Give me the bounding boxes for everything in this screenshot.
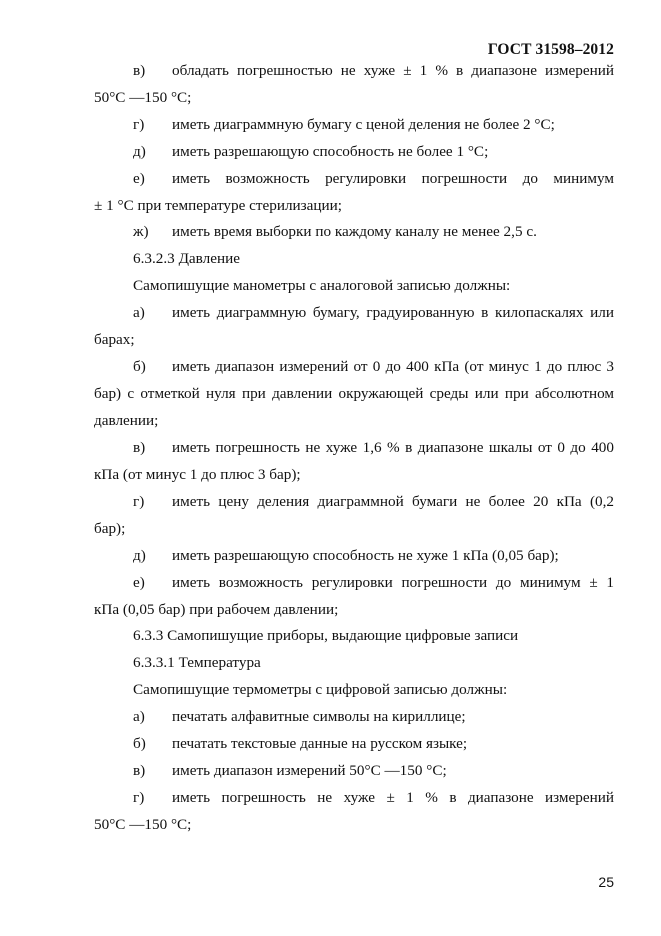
list-item-text: иметь возможность регулировки погрешности до минимум ± 1 — [172, 574, 614, 591]
list-item — [94, 115, 614, 135]
list-marker: б) — [133, 735, 146, 752]
list-item-text: иметь разрешающую способность не более 1 °C; — [172, 143, 489, 160]
list-marker: г) — [133, 789, 145, 806]
list-item-text: иметь диапазон измерений от 0 до 400 кПа (от минус 1 до плюс 3 — [172, 358, 614, 375]
list-item-text: иметь время выборки по каждому каналу не менее 2,5 с. — [172, 223, 537, 240]
paragraph: Самопишущие манометры с аналоговой записью должны: — [133, 277, 511, 294]
list-marker: в) — [133, 762, 146, 779]
list-marker: в) — [133, 439, 146, 456]
section-heading: 6.3.2.3 Давление — [133, 250, 240, 267]
list-marker: а) — [133, 304, 145, 321]
list-marker: г) — [133, 116, 145, 133]
list-marker: б) — [133, 358, 146, 375]
list-item-text: иметь разрешающую способность не хуже 1 кПа (0,05 бар); — [172, 547, 559, 564]
list-item — [94, 142, 614, 162]
list-item-text: иметь погрешность не хуже 1,6 % в диапазоне шкалы от 0 до 400 — [172, 439, 614, 456]
paragraph: Самопишущие термометры с цифровой записью должны: — [133, 681, 508, 698]
list-item — [94, 492, 614, 512]
list-item-continuation: 50°C —150 °C; — [94, 89, 192, 106]
list-item-continuation: барах; — [94, 331, 135, 348]
list-item-text: иметь возможность регулировки погрешности до минимум — [172, 170, 614, 187]
list-item-text: иметь цену деления диаграммной бумаги не более 20 кПа (0,2 — [172, 493, 614, 510]
list-item-text: обладать погрешностью не хуже ± 1 % в диапазоне измерений — [172, 62, 614, 79]
list-marker: е) — [133, 574, 145, 591]
page-number: 25 — [598, 874, 614, 890]
list-marker: е) — [133, 170, 145, 187]
list-item — [94, 357, 614, 377]
list-item-continuation: ± 1 °C при температуре стерилизации; — [94, 197, 343, 214]
section-heading: 6.3.3.1 Температура — [133, 654, 261, 671]
list-item-text: иметь диаграммную бумагу, градуированную в килопаскалях или — [172, 304, 614, 321]
list-item-continuation: кПа (0,05 бар) при рабочем давлении; — [94, 601, 339, 618]
list-marker: а) — [133, 708, 145, 725]
list-item — [94, 546, 614, 566]
list-item — [94, 438, 614, 458]
list-item-text: печатать текстовые данные на русском языке; — [172, 735, 468, 752]
list-item — [94, 303, 614, 323]
list-item — [94, 761, 614, 781]
list-item-continuation: бар) с отметкой нуля при давлении окружающей среды или при абсолютном — [94, 385, 614, 402]
list-marker: ж) — [133, 223, 149, 240]
list-item — [94, 788, 614, 808]
list-marker: г) — [133, 493, 145, 510]
list-item-continuation: бар); — [94, 520, 126, 537]
list-marker: в) — [133, 62, 146, 79]
list-marker: д) — [133, 143, 146, 160]
section-heading: 6.3.3 Самопишущие приборы, выдающие цифровые записи — [133, 627, 519, 644]
standard-code-header: ГОСТ 31598–2012 — [487, 41, 614, 58]
list-item — [94, 573, 614, 593]
list-item-continuation: кПа (от минус 1 до плюс 3 бар); — [94, 466, 301, 483]
list-item-continuation: 50°C —150 °C; — [94, 816, 192, 833]
list-item-text: печатать алфавитные символы на кириллице; — [172, 708, 466, 725]
list-item-text: иметь диапазон измерений 50°C —150 °C; — [172, 762, 447, 779]
list-item-text: иметь погрешность не хуже ± 1 % в диапазоне измерений — [172, 789, 614, 806]
list-item — [94, 734, 614, 754]
list-item-continuation: давлении; — [94, 412, 159, 429]
list-item-text: иметь диаграммную бумагу с ценой деления не более 2 °C; — [172, 116, 555, 133]
list-item — [94, 169, 614, 189]
list-item — [94, 707, 614, 727]
list-marker: д) — [133, 547, 146, 564]
list-item — [94, 222, 614, 242]
list-item — [94, 61, 614, 81]
